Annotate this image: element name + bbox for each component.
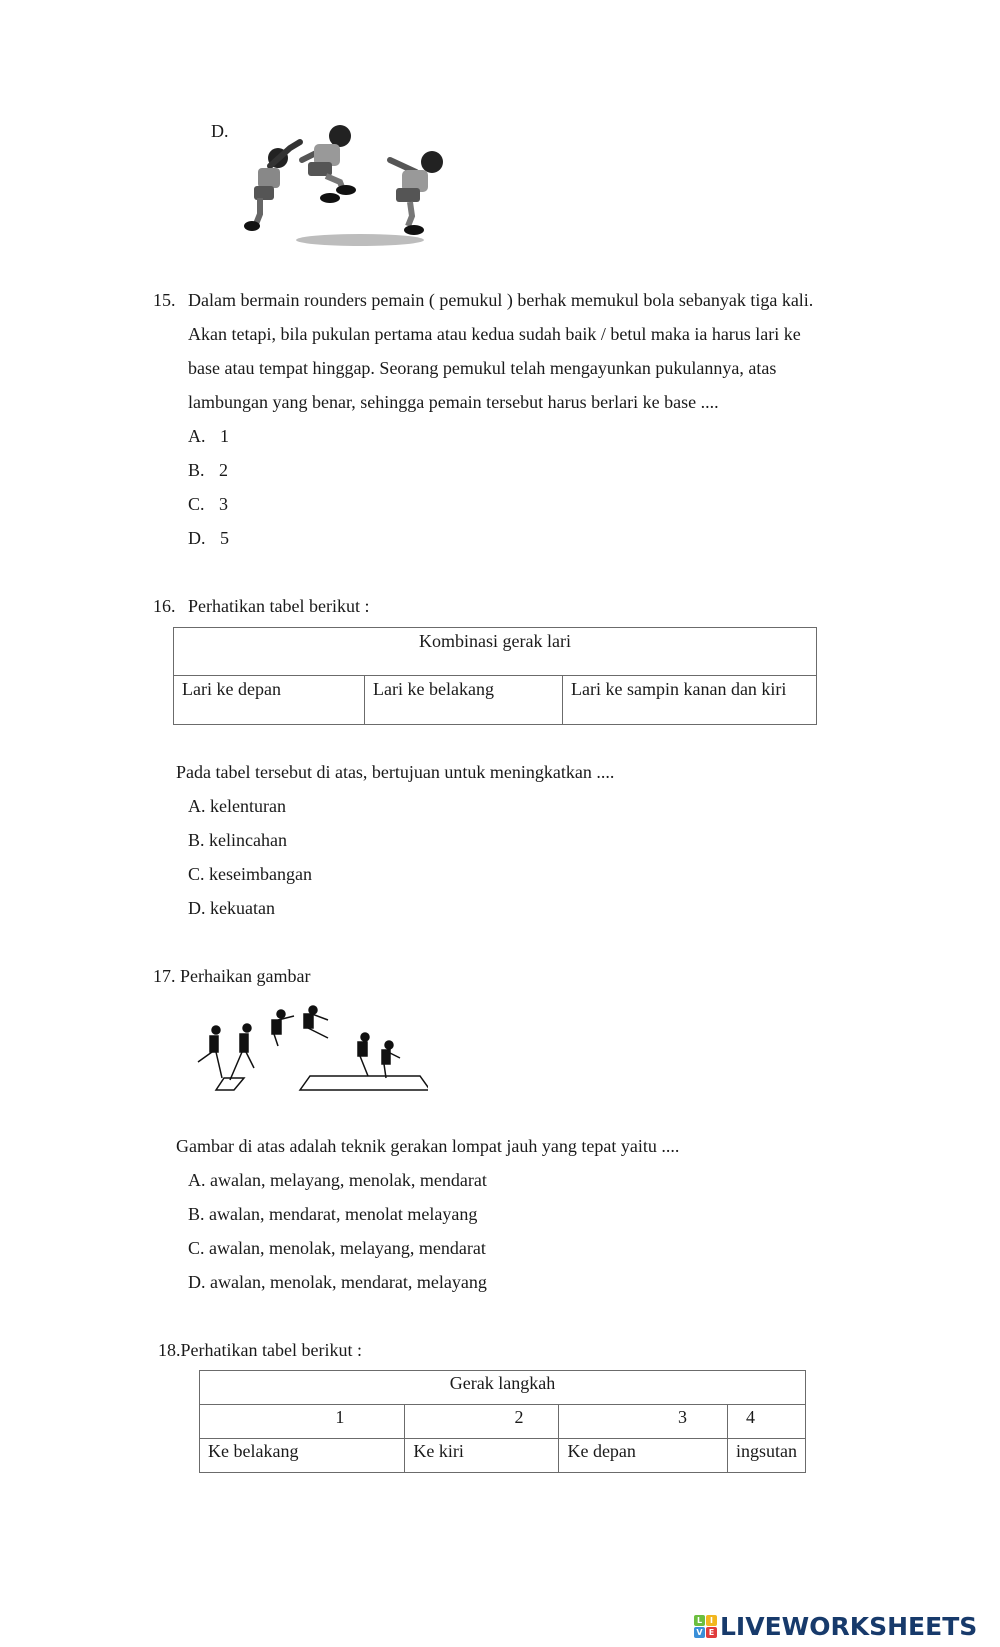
- q15-line-1: Dalam bermain rounders pemain ( pemukul ) berhak memukul bola sebanyak tiga kali.: [188, 290, 814, 310]
- q15-line-3: base atau tempat hinggap. Seorang pemukul telah mengayunkan pukulannya, atas: [188, 358, 777, 378]
- q15-line-4: lambungan yang benar, sehingga pemain tersebut harus berlari ke base ....: [188, 392, 719, 412]
- q16-number: 16.: [153, 596, 176, 616]
- q18-table: [199, 1370, 806, 1473]
- option-text: 5: [220, 528, 229, 548]
- q18-table-number: 3: [559, 1405, 728, 1439]
- q18-table-header: Gerak langkah: [200, 1371, 806, 1405]
- option-letter: C.: [188, 494, 205, 514]
- q18-table-number: 1: [200, 1405, 405, 1439]
- kid-figure-3: [390, 151, 443, 235]
- q15-option-a[interactable]: [188, 426, 229, 446]
- q16-option-a[interactable]: A. kelenturan: [188, 796, 286, 816]
- sandpit: [300, 1076, 428, 1090]
- option-text: 2: [219, 460, 229, 480]
- logo-text: LIVEWORKSHEETS: [720, 1612, 978, 1641]
- logo-tile-i: I: [706, 1615, 717, 1626]
- q16-table: [173, 627, 817, 725]
- q18-table-cell: Ke belakang: [200, 1439, 405, 1473]
- athlete-figures: [198, 1006, 400, 1080]
- q17-long-jump-illustration: [188, 1000, 428, 1095]
- q15-option-d[interactable]: [188, 528, 229, 548]
- q16-option-d[interactable]: D. kekuatan: [188, 898, 275, 918]
- liveworksheets-logo[interactable]: [694, 1612, 977, 1641]
- q16-table-header: Kombinasi gerak lari: [174, 628, 817, 676]
- logo-tiles-icon: [694, 1615, 717, 1638]
- option-letter: A.: [188, 426, 206, 446]
- shadow: [296, 234, 424, 246]
- q15-line-2: Akan tetapi, bila pukulan pertama atau kedua sudah baik / betul maka ia harus lari ke: [188, 324, 801, 344]
- q16-table-cell: Lari ke sampin kanan dan kiri: [563, 676, 817, 725]
- q18-table-number: 4: [728, 1405, 806, 1439]
- option-letter: B.: [188, 460, 205, 480]
- q16-option-b[interactable]: B. kelincahan: [188, 830, 287, 850]
- q14-option-d-label: D.: [211, 121, 229, 141]
- q17-option-a[interactable]: A. awalan, melayang, menolak, mendarat: [188, 1170, 487, 1190]
- option-text: 3: [219, 494, 229, 514]
- q17-option-d[interactable]: D. awalan, menolak, mendarat, melayang: [188, 1272, 487, 1292]
- q16-table-cell: Lari ke belakang: [365, 676, 563, 725]
- q15-option-c[interactable]: [188, 494, 228, 514]
- q16-prompt: Perhatikan tabel berikut :: [188, 596, 370, 616]
- q17-title: 17. Perhaikan gambar: [153, 966, 311, 986]
- option-letter: D.: [188, 528, 206, 548]
- q16-option-c[interactable]: C. keseimbangan: [188, 864, 312, 884]
- logo-tile-v: V: [694, 1627, 705, 1638]
- q16-table-cell: Lari ke depan: [174, 676, 365, 725]
- q17-question: Gambar di atas adalah teknik gerakan lompat jauh yang tepat yaitu ....: [176, 1136, 680, 1156]
- q14-standing-jump-illustration: [230, 118, 475, 250]
- q18-table-number: 2: [405, 1405, 559, 1439]
- q16-question: Pada tabel tersebut di atas, bertujuan untuk meningkatkan ....: [176, 762, 615, 782]
- logo-tile-e: E: [706, 1627, 717, 1638]
- q15-option-b[interactable]: [188, 460, 228, 480]
- q18-table-cell: ingsutan: [728, 1439, 806, 1473]
- kid-figure-1: [244, 142, 300, 231]
- q18-table-cell: Ke kiri: [405, 1439, 559, 1473]
- logo-tile-l: L: [694, 1615, 705, 1626]
- q17-option-c[interactable]: C. awalan, menolak, melayang, mendarat: [188, 1238, 486, 1258]
- q18-title: 18.Perhatikan tabel berikut :: [158, 1340, 362, 1360]
- q18-table-cell: Ke depan: [559, 1439, 728, 1473]
- option-text: 1: [220, 426, 229, 446]
- kid-figure-2: [302, 125, 356, 203]
- q17-option-b[interactable]: B. awalan, mendarat, menolat melayang: [188, 1204, 478, 1224]
- q15-number: 15.: [153, 290, 176, 310]
